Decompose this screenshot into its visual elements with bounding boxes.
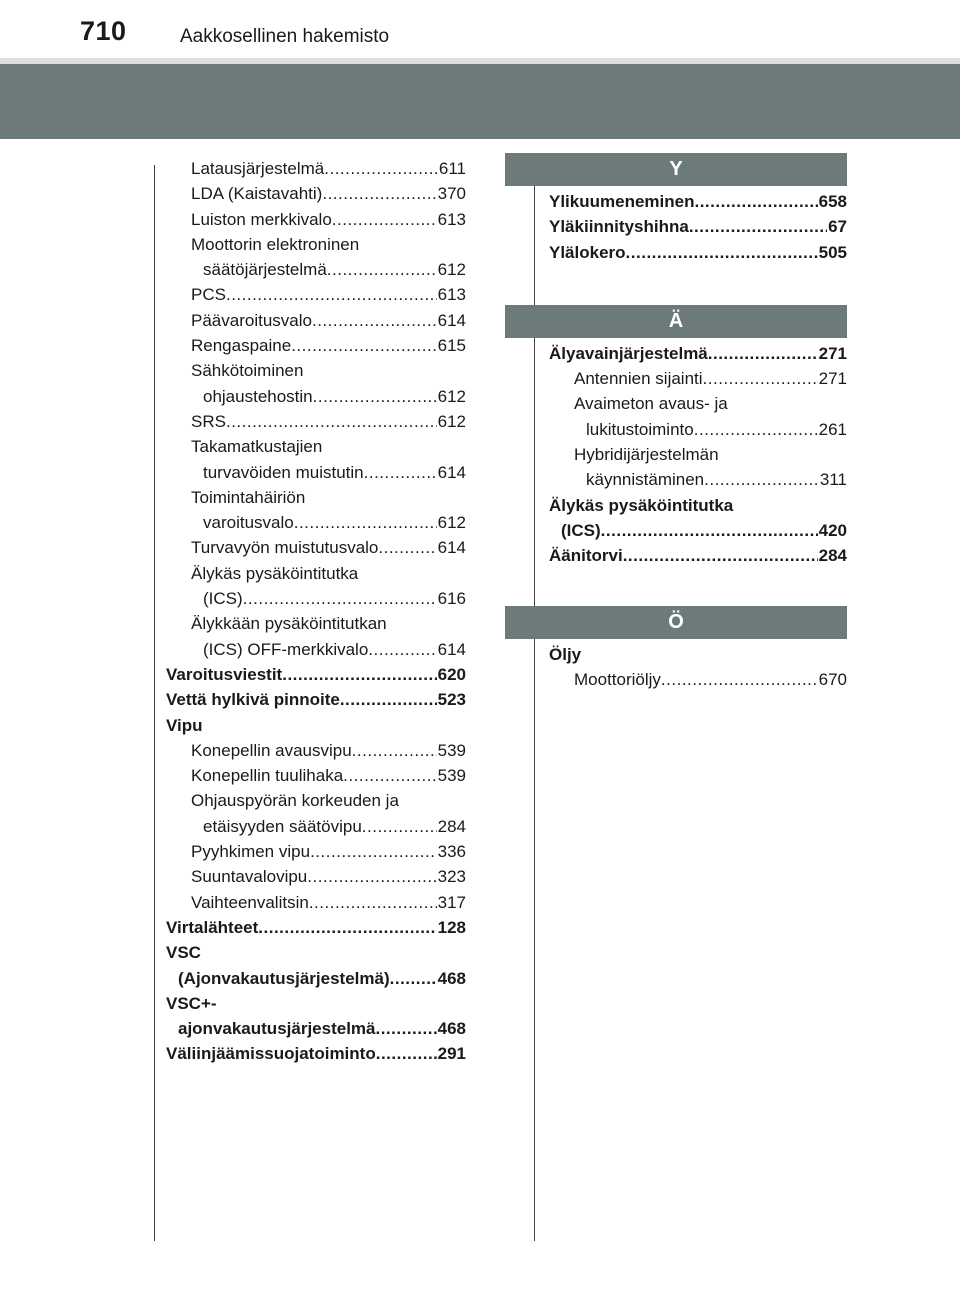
dot-leader (343, 763, 436, 788)
dot-leader (310, 839, 437, 864)
index-term: Ylälokero (549, 242, 626, 262)
index-line (574, 467, 847, 492)
page-ref[interactable]: 620 (437, 664, 466, 684)
page-ref[interactable]: 614 (437, 639, 466, 659)
index-term: Ohjauspyörän korkeuden ja (191, 791, 399, 811)
index-entry (549, 667, 847, 692)
dot-leader (340, 687, 437, 712)
index-term: Vettä hylkivä pinnoite (166, 690, 340, 710)
index-heading (166, 561, 466, 586)
page-ref[interactable]: 539 (437, 740, 466, 760)
page-ref[interactable]: 613 (437, 285, 466, 305)
section-letter-bar (505, 606, 847, 639)
index-term: Takamatkustajien (191, 437, 323, 457)
page-ref[interactable]: 336 (437, 842, 466, 862)
page-ref[interactable]: 614 (437, 462, 466, 482)
index-term: lukitustoiminto (586, 419, 694, 439)
index-term: etäisyyden säätövipu (203, 816, 362, 836)
index-term: Älyavainjärjestelmä (549, 343, 708, 363)
index-line (191, 738, 466, 763)
dot-leader (375, 1016, 436, 1041)
index-term: Latausjärjestelmä (191, 159, 325, 178)
index-line (549, 341, 847, 366)
index-line (191, 814, 466, 839)
index-line (191, 434, 466, 459)
index-entry (166, 510, 466, 535)
index-term: Ylikuumeneminen (549, 192, 695, 211)
dot-leader (390, 966, 437, 991)
index-line (191, 232, 466, 257)
page-ref[interactable]: 539 (437, 766, 466, 786)
index-line (191, 384, 466, 409)
index-line (549, 214, 847, 239)
page-ref[interactable]: 612 (437, 260, 466, 280)
index-heading (549, 493, 847, 518)
index-entry (166, 890, 466, 915)
index-term: Väliinjäämissuojatoiminto (166, 1044, 376, 1064)
dot-leader (327, 257, 437, 282)
index-line (191, 156, 466, 181)
dot-leader (378, 535, 436, 560)
index-line (549, 189, 847, 214)
section-letter-bar (505, 153, 847, 186)
index-line (166, 1041, 466, 1066)
index-term: Luiston merkkivalo (191, 209, 332, 229)
dot-leader (368, 637, 436, 662)
dot-leader (226, 282, 437, 307)
index-entry (549, 518, 847, 543)
page-ref[interactable]: 284 (437, 816, 466, 836)
page-ref[interactable]: 612 (437, 411, 466, 431)
section-spacer (505, 569, 847, 606)
index-line (191, 510, 466, 535)
section-letter-bar (505, 305, 847, 338)
index-line (191, 308, 466, 333)
page-ref[interactable]: 614 (437, 538, 466, 558)
index-term: (ICS) (203, 589, 243, 609)
index-line (191, 282, 466, 307)
index-line (549, 543, 847, 568)
left-column-rule (154, 165, 155, 1241)
page-ref[interactable]: 613 (437, 209, 466, 229)
index-line (166, 940, 466, 965)
index-entry (549, 214, 847, 239)
dot-leader (623, 543, 818, 568)
index-line (191, 839, 466, 864)
dot-leader (694, 417, 818, 442)
dot-leader (364, 460, 437, 485)
dot-leader (324, 156, 438, 181)
index-entry (166, 763, 466, 788)
index-term: Moottorin elektroninen (191, 234, 360, 254)
index-entry (166, 662, 466, 687)
index-line (166, 991, 466, 1016)
index-heading (166, 991, 466, 1016)
index-heading (166, 485, 466, 510)
page-ref[interactable]: 67 (828, 217, 847, 237)
page-ref[interactable]: 658 (818, 192, 847, 211)
index-heading (166, 232, 466, 257)
index-entry (166, 460, 466, 485)
index-line (574, 391, 847, 416)
page-ref[interactable]: 271 (818, 343, 847, 363)
page-ref[interactable]: 468 (437, 1019, 466, 1039)
index-term: ohjaustehostin (203, 386, 313, 406)
index-heading (166, 713, 466, 738)
page-ref[interactable]: 523 (437, 690, 466, 710)
index-line (549, 518, 847, 543)
index-line (191, 358, 466, 383)
index-term: Sähkötoiminen (191, 361, 304, 381)
index-line (191, 333, 466, 358)
index-term: Antennien sijainti (574, 369, 703, 389)
page-ref[interactable]: 670 (818, 669, 847, 689)
index-entry (166, 333, 466, 358)
index-term: Pyyhkimen vipu (191, 842, 311, 862)
index-line (166, 687, 466, 712)
page-ref[interactable]: 614 (437, 310, 466, 330)
index-line (191, 409, 466, 434)
index-line (191, 788, 466, 813)
index-line (549, 493, 847, 518)
section-letter: Y (669, 158, 683, 180)
page-ref[interactable]: 611 (438, 159, 466, 178)
index-entry (166, 839, 466, 864)
page-ref[interactable]: 612 (437, 386, 466, 406)
index-line (191, 611, 466, 636)
page-ref[interactable]: 420 (818, 520, 847, 540)
section-letter: Ä (668, 309, 684, 332)
index-entry (549, 467, 847, 492)
index-line (191, 890, 466, 915)
index-entry (166, 384, 466, 409)
index-heading (166, 434, 466, 459)
index-entry (166, 535, 466, 560)
dot-leader (243, 586, 437, 611)
index-heading (549, 391, 847, 416)
index-heading (549, 442, 847, 467)
section-body (505, 639, 847, 693)
page-ref[interactable]: 370 (437, 184, 466, 204)
index-term: (ICS) OFF-merkkivalo (203, 639, 369, 659)
index-line (191, 586, 466, 611)
index-line (191, 257, 466, 282)
section-spacer (505, 265, 847, 305)
section-letter: Ö (668, 610, 684, 633)
index-heading (549, 642, 847, 667)
section-body (505, 186, 847, 265)
dot-leader (704, 467, 819, 492)
dot-leader (362, 814, 437, 839)
index-heading (166, 788, 466, 813)
page-ref[interactable]: 271 (818, 369, 847, 389)
index-line (574, 366, 847, 391)
index-line (574, 417, 847, 442)
index-entry (166, 915, 466, 940)
index-line (549, 240, 847, 265)
page-number: 710 (80, 16, 127, 46)
index-line (166, 662, 466, 687)
dot-leader (312, 308, 437, 333)
index-term: Älykkään pysäköintitutkan (191, 614, 387, 634)
index-term: VSC (166, 943, 201, 963)
index-entry (166, 156, 466, 181)
index-line (166, 966, 466, 991)
page-ref[interactable]: 284 (818, 546, 847, 566)
page-ref[interactable]: 616 (437, 589, 466, 609)
index-term: Avaimeton avaus- ja (574, 394, 728, 414)
index-entry (549, 543, 847, 568)
dot-leader (708, 341, 818, 366)
dot-leader (313, 384, 437, 409)
index-line (191, 485, 466, 510)
index-entry (166, 181, 466, 206)
index-term: Äänitorvi (549, 546, 623, 566)
index-term: Yläkiinnityshihna (549, 217, 689, 237)
dot-leader (258, 915, 436, 940)
index-term: Suuntavalovipu (191, 867, 308, 887)
index-line (191, 535, 466, 560)
index-term: Toimintahäiriön (191, 487, 306, 507)
dot-leader (309, 890, 437, 915)
page-ref[interactable]: 615 (437, 336, 466, 356)
index-line (191, 181, 466, 206)
page-ref[interactable]: 323 (437, 867, 466, 887)
page-ref[interactable]: 468 (437, 968, 466, 988)
index-term: Konepellin avausvipu (191, 740, 352, 760)
index-line (166, 1016, 466, 1041)
index-term: käynnistäminen (586, 470, 705, 490)
index-term: Vipu (166, 715, 203, 735)
index-entry (549, 366, 847, 391)
dot-leader (661, 667, 818, 692)
index-entry (549, 341, 847, 366)
index-entry (166, 738, 466, 763)
page-ref[interactable]: 291 (437, 1044, 466, 1064)
index-term: Älykäs pysäköintitutka (191, 563, 359, 583)
dot-leader (689, 214, 827, 239)
index-term: Päävaroitusvalo (191, 310, 312, 330)
index-line (549, 642, 847, 667)
index-entry (166, 637, 466, 662)
index-entry (549, 240, 847, 265)
dot-leader (376, 1041, 437, 1066)
index-entry (166, 257, 466, 282)
dot-leader (694, 189, 817, 214)
index-term: Virtalähteet (166, 917, 259, 937)
index-term: (Ajonvakautusjärjestelmä) (178, 968, 390, 988)
index-term: SRS (191, 411, 226, 431)
page-ref[interactable]: 317 (437, 892, 466, 912)
page-ref[interactable]: 311 (819, 470, 847, 490)
page-ref[interactable]: 128 (437, 917, 466, 937)
index-entry (166, 864, 466, 889)
dot-leader (282, 662, 436, 687)
index-entry (166, 207, 466, 232)
dot-leader (307, 864, 436, 889)
dot-leader (294, 510, 437, 535)
index-line (166, 915, 466, 940)
index-entry (166, 1041, 466, 1066)
page-ref[interactable]: 612 (437, 513, 466, 533)
dot-leader (352, 738, 437, 763)
index-term: Vaihteenvalitsin (191, 892, 309, 912)
index-entry (166, 1016, 466, 1041)
index-line (191, 637, 466, 662)
index-line (574, 442, 847, 467)
index-line (191, 561, 466, 586)
dot-leader (626, 240, 818, 265)
index-line (191, 864, 466, 889)
index-entry (549, 417, 847, 442)
index-entry (166, 308, 466, 333)
index-term: turvavöiden muistutin (203, 462, 364, 482)
index-line (191, 207, 466, 232)
index-line (191, 763, 466, 788)
index-column-left (166, 156, 466, 1067)
index-term: Hybridijärjestelmän (574, 445, 719, 465)
index-line (574, 667, 847, 692)
index-term: VSC+- (166, 993, 217, 1013)
index-entry (166, 282, 466, 307)
index-heading (166, 358, 466, 383)
index-term: (ICS) (561, 520, 601, 540)
index-line (166, 713, 466, 738)
page-ref[interactable]: 261 (818, 419, 847, 439)
index-term: PCS (191, 285, 226, 305)
index-term: Moottoriöljy (574, 669, 661, 689)
index-term: ajonvakautusjärjestelmä (178, 1019, 376, 1039)
dot-leader (332, 207, 437, 232)
page-title: Aakkosellinen hakemisto (180, 26, 390, 47)
index-term: LDA (Kaistavahti) (191, 184, 323, 204)
index-term: varoitusvalo (203, 513, 294, 533)
page-header (0, 0, 960, 58)
index-entry (166, 687, 466, 712)
index-term: Konepellin tuulihaka (191, 766, 344, 786)
index-term: Rengaspaine (191, 336, 292, 356)
section-body (505, 338, 847, 569)
index-heading (166, 611, 466, 636)
page-ref[interactable]: 505 (818, 242, 847, 262)
index-entry (166, 814, 466, 839)
dot-leader (703, 366, 818, 391)
index-entry (166, 966, 466, 991)
index-column-right (505, 153, 847, 692)
dot-leader (291, 333, 436, 358)
index-term: Turvavyön muistutusvalo (191, 538, 379, 558)
dot-leader (226, 409, 437, 434)
index-term: Älykäs pysäköintitutka (549, 495, 734, 515)
dot-leader (601, 518, 818, 543)
index-line (191, 460, 466, 485)
index-heading (166, 940, 466, 965)
dot-leader (322, 181, 436, 206)
index-entry (166, 409, 466, 434)
header-band (0, 64, 960, 139)
index-entry (549, 189, 847, 214)
index-term: säätöjärjestelmä (203, 260, 327, 280)
index-term: Öljy (549, 644, 582, 664)
index-entry (166, 586, 466, 611)
index-term: Varoitusviestit (166, 664, 283, 684)
